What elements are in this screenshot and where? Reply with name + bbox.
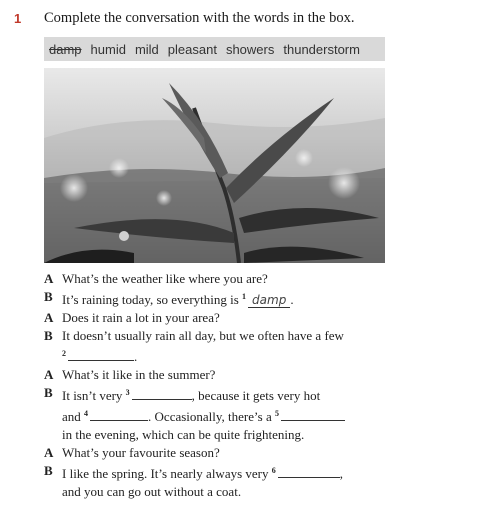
line-text: It’s raining today, so everything is (62, 292, 239, 307)
tea-plant-photo (44, 68, 385, 263)
dialogue-line-2: B It’s raining today, so everything is $^1$ damp . (44, 289, 294, 307)
gap-blank-6[interactable] (278, 465, 340, 478)
dialogue-line-7 (44, 444, 389, 462)
exercise-instruction: Complete the conversation with the words in the box. (44, 10, 355, 26)
line-text: Does it rain a lot in your area? (62, 310, 220, 325)
dialogue-line-6: B It isn’t very $^3$ , because it gets very hot and $^4$ . Occasionally, there’s a $^5$ in the evening, which can be quite frightening. (44, 384, 389, 444)
line-text: What’s it like in the summer? (62, 367, 216, 382)
dialogue-line-3 (44, 309, 389, 327)
dialogue-line-1 (44, 270, 389, 288)
gap-blank-4[interactable] (90, 408, 148, 421)
gap-blank-5[interactable] (281, 408, 345, 421)
gap-number: 5 (274, 409, 279, 418)
dialogue-line-8: B I like the spring. It’s nearly always very $^6$ , and you can go out without a coat. (44, 463, 343, 499)
line-text: What’s your favourite season? (62, 445, 220, 460)
word-box-item-thunderstorm: thunderstorm (283, 41, 360, 57)
word-box-item-mild: mild (134, 41, 159, 57)
word-box-item-pleasant: pleasant (167, 41, 217, 57)
line-text: What’s the weather like where you are? (62, 271, 268, 286)
speaker-label: A (44, 310, 54, 325)
gap-number: 3 (125, 388, 130, 397)
gap-blank-3[interactable] (132, 387, 192, 400)
speaker-label: B (44, 289, 53, 304)
gap-number: 1 (242, 292, 247, 301)
speaker-label: A (44, 367, 54, 382)
word-box-item-damp: damp (49, 41, 82, 57)
speaker-label: B (44, 385, 53, 400)
word-box-item-humid: humid (90, 41, 126, 57)
gap-blank-2[interactable] (68, 348, 134, 361)
line-text: It doesn’t usually rain all day, but we often have a few (62, 328, 344, 343)
dialogue-line-4: B It doesn’t usually rain all day, but we often have a few $^2$ . (44, 328, 344, 364)
speaker-label: A (44, 445, 54, 460)
conversation (44, 270, 389, 501)
word-box-item-showers: showers (225, 41, 275, 57)
gap-number: 2 (62, 349, 66, 358)
speaker-label: B (44, 328, 53, 343)
dialogue-line-5 (44, 366, 389, 384)
speaker-label: A (44, 271, 54, 286)
gap-answer-1[interactable]: damp (248, 294, 290, 308)
speaker-label: B (44, 463, 53, 478)
exercise-number: 1 (14, 11, 22, 26)
word-box (44, 37, 385, 61)
gap-number: 6 (271, 466, 276, 475)
gap-number: 4 (84, 409, 89, 418)
